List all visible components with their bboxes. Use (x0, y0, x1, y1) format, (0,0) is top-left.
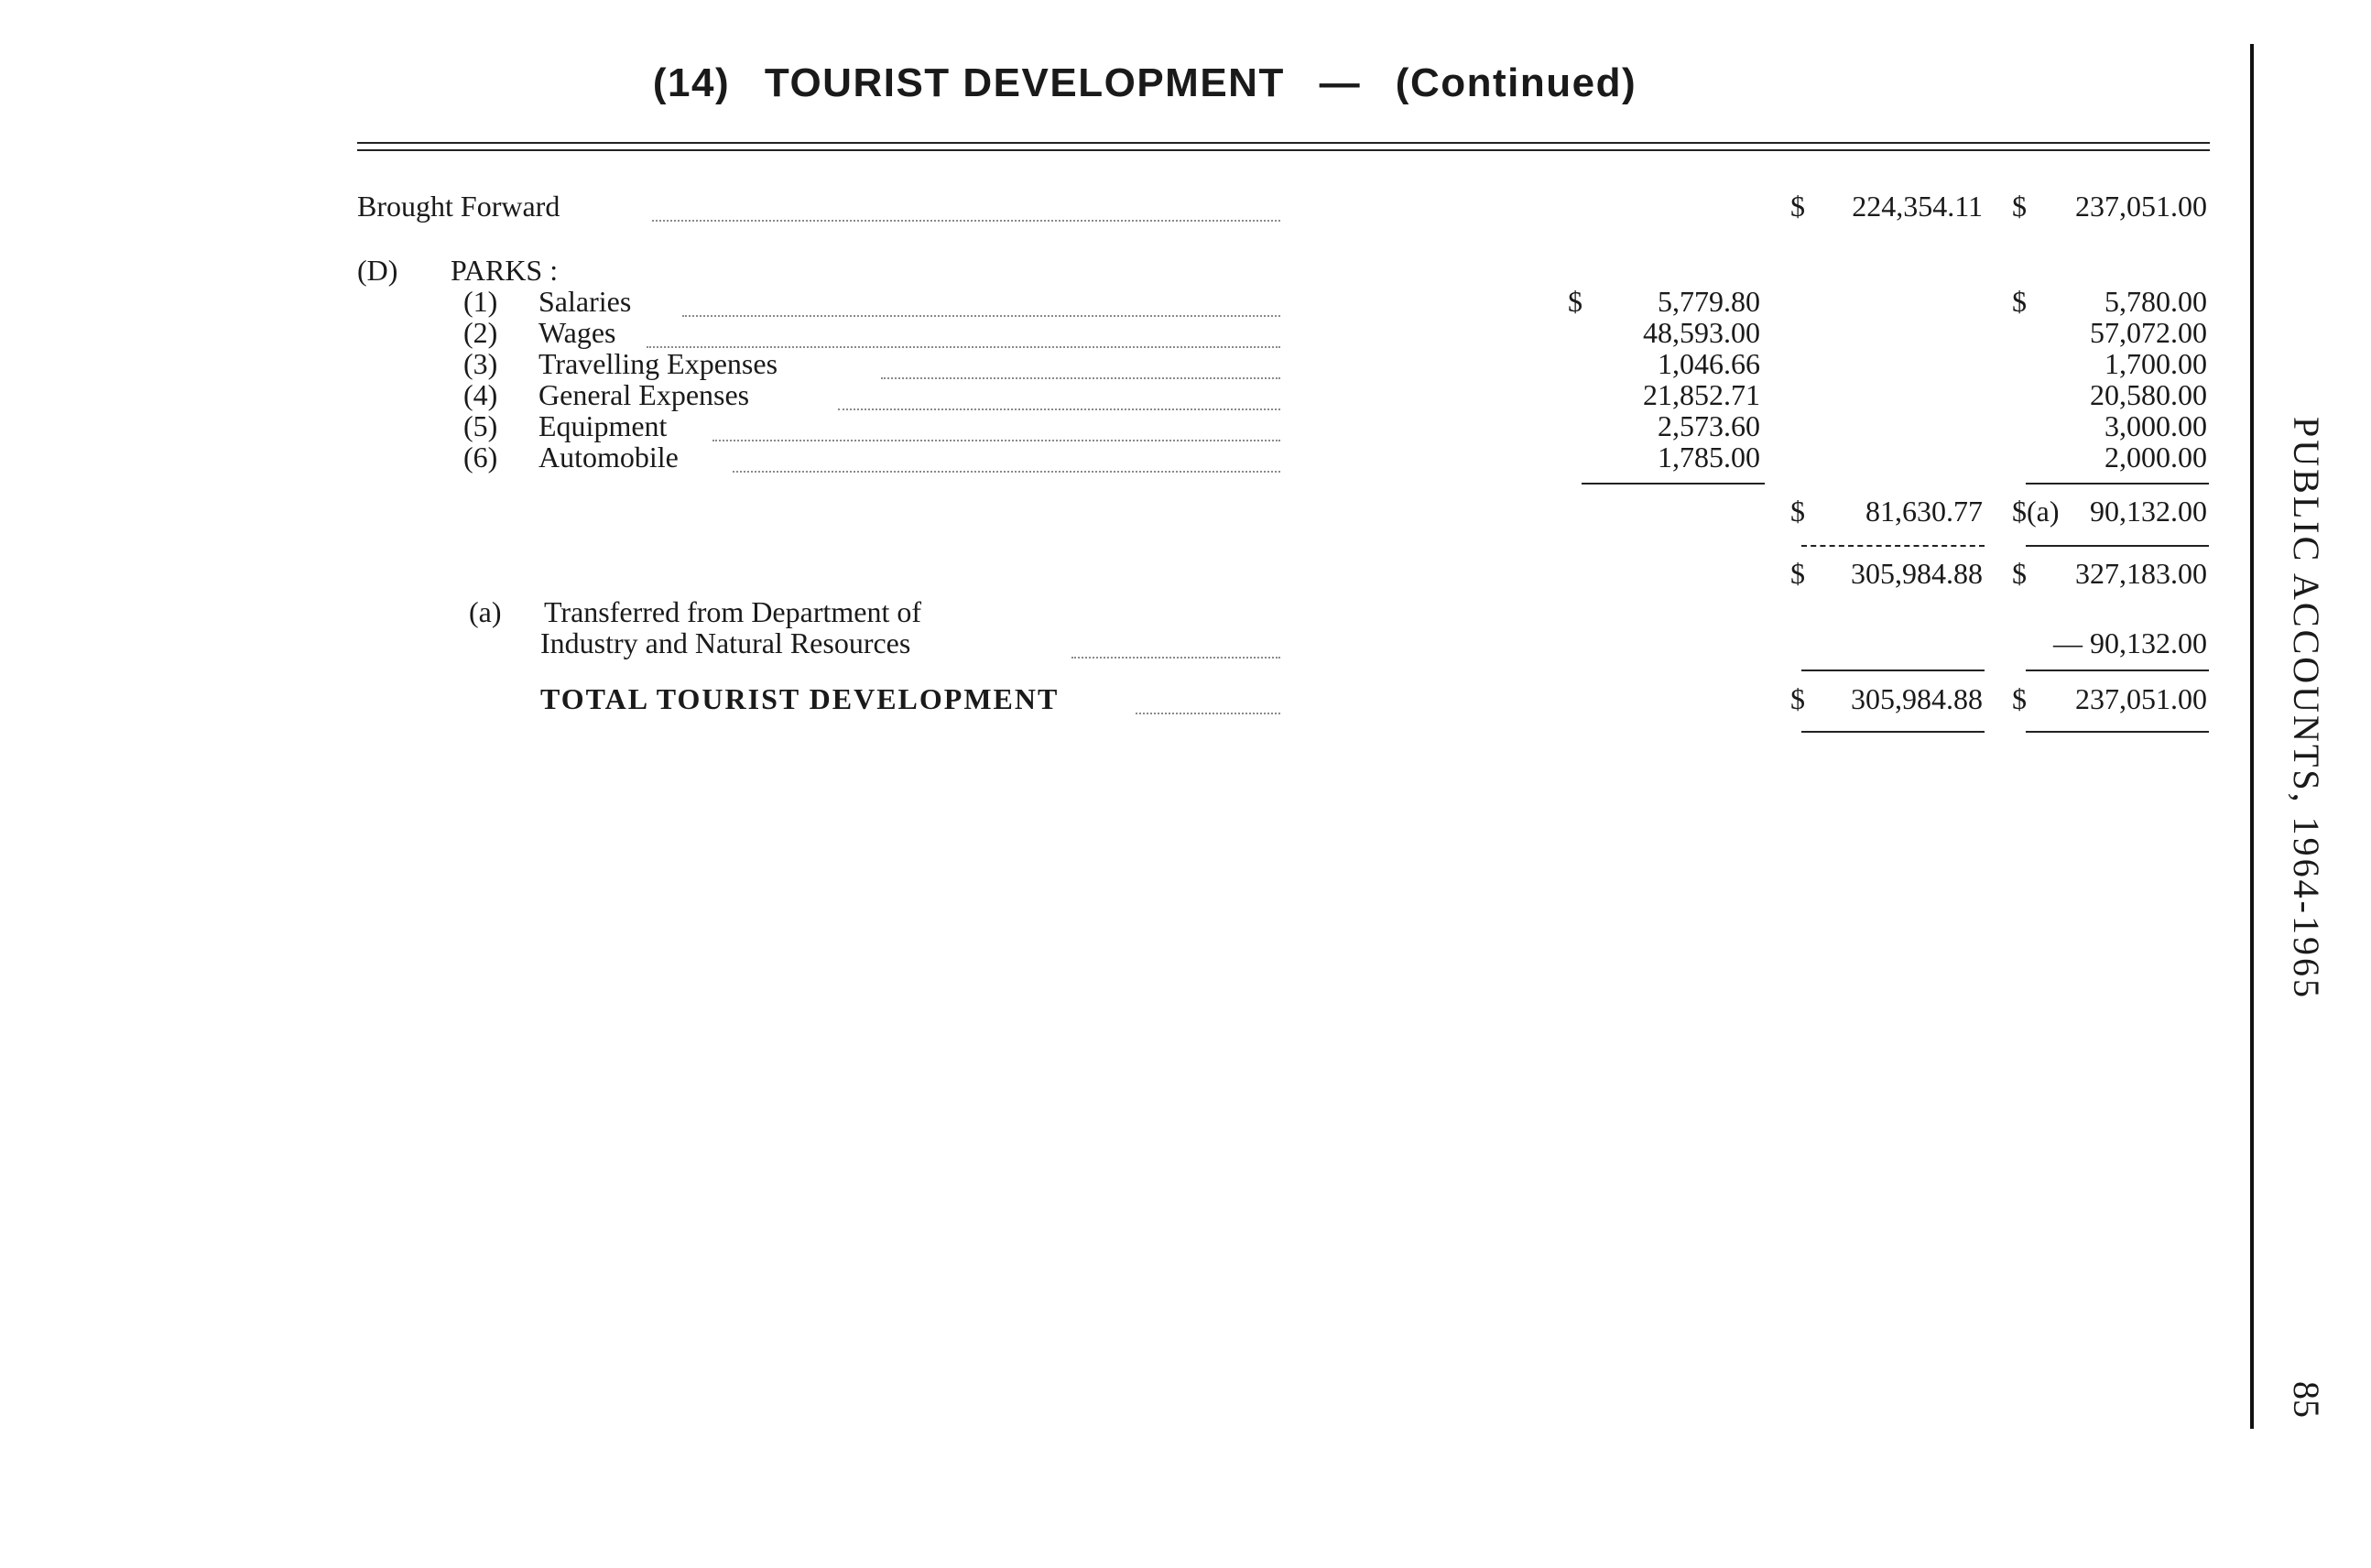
item-row (0, 441, 2371, 473)
column-rule (2026, 670, 2209, 671)
item-col1: 2,573.60 (1658, 409, 1760, 442)
currency-symbol: $ (2012, 190, 2027, 223)
item-label: Travelling Expenses (538, 347, 778, 380)
page-title (0, 60, 2015, 106)
item-col1: 5,779.80 (1658, 285, 1760, 318)
item-row (0, 379, 2371, 410)
transfer-marker: (a) (469, 595, 502, 628)
transfer-line-1: Transferred from Department of (544, 595, 922, 628)
item-number: (4) (463, 378, 498, 411)
item-col3: 5,780.00 (2105, 285, 2207, 318)
transfer-line-2: Industry and Natural Resources (540, 626, 911, 659)
subtotal-col2: 305,984.88 (1851, 557, 1983, 590)
column-rule (1801, 731, 1985, 733)
total-row (0, 683, 2371, 714)
total-col2: 305,984.88 (1851, 682, 1983, 715)
item-row (0, 286, 2371, 317)
currency-symbol: $ (2012, 682, 2027, 715)
header-double-rule (357, 142, 2210, 151)
item-col1: 48,593.00 (1643, 316, 1760, 349)
item-col1: 21,852.71 (1643, 378, 1760, 411)
currency-symbol: $ (1790, 495, 1805, 528)
currency-symbol: $ (1790, 682, 1805, 715)
section-number: (14) (652, 60, 731, 105)
item-col3: 20,580.00 (2090, 378, 2207, 411)
brought-forward-label: Brought Forward (357, 190, 560, 223)
parks-total-col3-prefix: $(a) (2012, 495, 2060, 528)
title-dash: — (1319, 60, 1362, 105)
transfer-col3: — 90,132.00 (2053, 626, 2207, 659)
leader-dots (838, 396, 1280, 410)
page-number: 85 (2286, 1381, 2327, 1418)
running-head: PUBLIC ACCOUNTS, 1964-1965 (2286, 417, 2327, 1000)
item-col3: 3,000.00 (2105, 409, 2207, 442)
item-col1: 1,785.00 (1658, 441, 1760, 474)
title-text: TOURIST DEVELOPMENT (764, 60, 1285, 105)
parks-total-row (0, 495, 2371, 527)
column-rule (1801, 545, 1985, 547)
currency-symbol: $ (1790, 190, 1805, 223)
leader-dots (712, 427, 1280, 441)
column-rule (1801, 670, 1985, 671)
item-label: Equipment (538, 409, 668, 442)
column-rule (2026, 483, 2209, 485)
item-col3: 57,072.00 (2090, 316, 2207, 349)
leader-dots (881, 365, 1280, 379)
item-col1: 1,046.66 (1658, 347, 1760, 380)
section-marker: (D) (357, 254, 398, 287)
section-heading-row (0, 255, 2371, 286)
section-label: PARKS : (451, 254, 559, 287)
total-label: TOTAL TOURIST DEVELOPMENT (540, 682, 1060, 715)
leader-dots (1136, 700, 1280, 714)
brought-forward-row (0, 191, 2371, 222)
item-col3: 1,700.00 (2105, 347, 2207, 380)
item-number: (6) (463, 441, 498, 474)
currency-symbol: $ (2012, 285, 2027, 318)
brought-forward-col3: 237,051.00 (2075, 190, 2207, 223)
item-row (0, 410, 2371, 441)
item-number: (5) (463, 409, 498, 442)
leader-dots (647, 333, 1280, 348)
currency-symbol: $ (1790, 557, 1805, 590)
item-label: Wages (538, 316, 616, 349)
margin-vertical-rule (2250, 44, 2254, 1429)
item-label: Salaries (538, 285, 632, 318)
parks-total-col2: 81,630.77 (1865, 495, 1983, 528)
item-label: Automobile (538, 441, 679, 474)
total-col3: 237,051.00 (2075, 682, 2207, 715)
currency-symbol: $ (2012, 557, 2027, 590)
item-number: (1) (463, 285, 498, 318)
transfer-row-1 (0, 596, 2371, 627)
title-subtitle: (Continued) (1395, 60, 1637, 105)
currency-symbol: $ (1568, 285, 1582, 318)
item-row (0, 317, 2371, 348)
brought-forward-col2: 224,354.11 (1852, 190, 1983, 223)
subtotal-row (0, 558, 2371, 589)
leader-dots (1071, 644, 1280, 659)
item-number: (2) (463, 316, 498, 349)
column-rule (2026, 545, 2209, 547)
column-rule (2026, 731, 2209, 733)
item-label: General Expenses (538, 378, 750, 411)
subtotal-col3: 327,183.00 (2075, 557, 2207, 590)
parks-total-col3: 90,132.00 (2090, 495, 2207, 528)
item-number: (3) (463, 347, 498, 380)
column-rule (1582, 483, 1765, 485)
leader-dots (682, 302, 1280, 317)
leader-dots (733, 458, 1280, 473)
transfer-row-2 (0, 627, 2371, 659)
item-row (0, 348, 2371, 379)
item-col3: 2,000.00 (2105, 441, 2207, 474)
leader-dots (652, 207, 1280, 222)
